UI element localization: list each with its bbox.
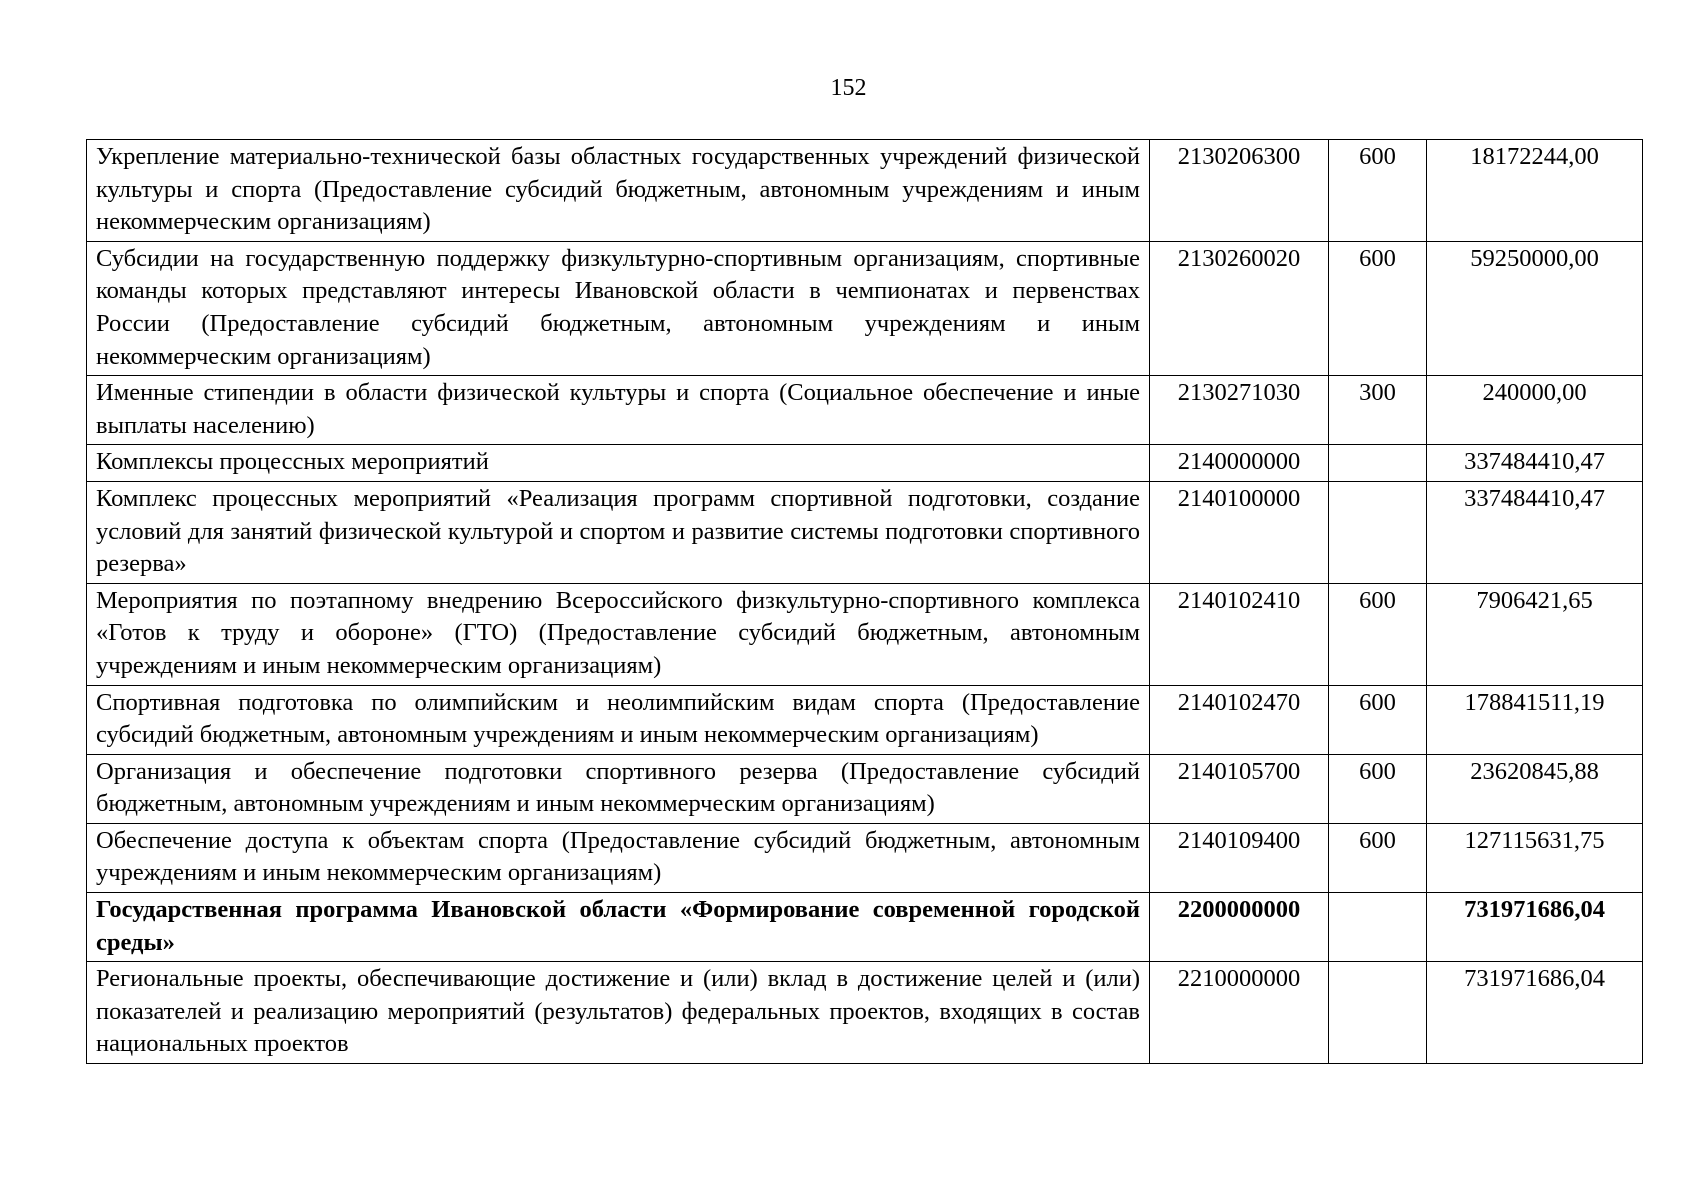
row-name-cell: Субсидии на государственную поддержку физкультурно-спортивным организациям, спортивные команды которых представляют интересы Ивановской области в чемпионатах и первенствах России (Предоставление субсидий бюджетным, автономным учреждениям и иным некоммерческим организациям) bbox=[87, 241, 1150, 375]
row-code-cell: 2200000000 bbox=[1150, 893, 1329, 962]
row-name-cell: Комплексы процессных мероприятий bbox=[87, 445, 1150, 482]
row-expense-type-cell: 600 bbox=[1329, 241, 1427, 375]
page-number: 152 bbox=[830, 75, 867, 101]
row-amount-cell: 59250000,00 bbox=[1427, 241, 1643, 375]
row-expense-type-cell bbox=[1329, 445, 1427, 482]
row-expense-type-cell: 600 bbox=[1329, 754, 1427, 823]
row-code-cell: 2140105700 bbox=[1150, 754, 1329, 823]
row-name-cell: Организация и обеспечение подготовки спортивного резерва (Предоставление субсидий бюджетным, автономным учреждениям и иным некоммерческим организациям) bbox=[87, 754, 1150, 823]
row-amount-cell: 18172244,00 bbox=[1427, 140, 1643, 242]
row-code-cell: 2130260020 bbox=[1150, 241, 1329, 375]
row-code-cell: 2140102470 bbox=[1150, 685, 1329, 754]
row-expense-type-cell bbox=[1329, 962, 1427, 1064]
row-expense-type-cell: 300 bbox=[1329, 376, 1427, 445]
table-row bbox=[87, 376, 1643, 445]
table-row bbox=[87, 481, 1643, 583]
row-name-cell: Спортивная подготовка по олимпийским и неолимпийским видам спорта (Предоставление субсидий бюджетным, автономным учреждениям и иным некоммерческим организациям) bbox=[87, 685, 1150, 754]
row-name-cell: Мероприятия по поэтапному внедрению Всероссийского физкультурно-спортивного комплекса «Готов к труду и обороне» (ГТО) (Предоставление субсидий бюджетным, автономным учреждениям и иным некоммерческим организациям) bbox=[87, 583, 1150, 685]
row-amount-cell: 7906421,65 bbox=[1427, 583, 1643, 685]
row-name-cell: Укрепление материально-технической базы областных государственных учреждений физической культуры и спорта (Предоставление субсидий бюджетным, автономным учреждениям и иным некоммерческим организациям) bbox=[87, 140, 1150, 242]
table-row bbox=[87, 445, 1643, 482]
row-expense-type-cell bbox=[1329, 481, 1427, 583]
row-code-cell: 2140000000 bbox=[1150, 445, 1329, 482]
row-code-cell: 2130271030 bbox=[1150, 376, 1329, 445]
row-amount-cell: 731971686,04 bbox=[1427, 962, 1643, 1064]
row-amount-cell: 337484410,47 bbox=[1427, 481, 1643, 583]
row-expense-type-cell bbox=[1329, 893, 1427, 962]
row-amount-cell: 23620845,88 bbox=[1427, 754, 1643, 823]
row-name-cell: Обеспечение доступа к объектам спорта (Предоставление субсидий бюджетным, автономным учреждениям и иным некоммерческим организациям) bbox=[87, 823, 1150, 892]
row-name-cell: Государственная программа Ивановской области «Формирование современной городской среды» bbox=[87, 893, 1150, 962]
row-expense-type-cell: 600 bbox=[1329, 140, 1427, 242]
table-row bbox=[87, 962, 1643, 1064]
row-amount-cell: 240000,00 bbox=[1427, 376, 1643, 445]
row-expense-type-cell: 600 bbox=[1329, 583, 1427, 685]
table-row bbox=[87, 685, 1643, 754]
row-amount-cell: 731971686,04 bbox=[1427, 893, 1643, 962]
table-row bbox=[87, 583, 1643, 685]
row-code-cell: 2140109400 bbox=[1150, 823, 1329, 892]
row-amount-cell: 337484410,47 bbox=[1427, 445, 1643, 482]
table-row bbox=[87, 241, 1643, 375]
table-row-program bbox=[87, 893, 1643, 962]
row-amount-cell: 178841511,19 bbox=[1427, 685, 1643, 754]
row-expense-type-cell: 600 bbox=[1329, 823, 1427, 892]
row-name-cell: Именные стипендии в области физической культуры и спорта (Социальное обеспечение и иные выплаты населению) bbox=[87, 376, 1150, 445]
row-name-cell: Комплекс процессных мероприятий «Реализация программ спортивной подготовки, создание условий для занятий физической культурой и спортом и развитие системы подготовки спортивного резерва» bbox=[87, 481, 1150, 583]
row-expense-type-cell: 600 bbox=[1329, 685, 1427, 754]
row-amount-cell: 127115631,75 bbox=[1427, 823, 1643, 892]
row-name-cell: Региональные проекты, обеспечивающие достижение и (или) вклад в достижение целей и (или) показателей и реализацию мероприятий (результатов) федеральных проектов, входящих в состав национальных проектов bbox=[87, 962, 1150, 1064]
row-code-cell: 2140102410 bbox=[1150, 583, 1329, 685]
row-code-cell: 2210000000 bbox=[1150, 962, 1329, 1064]
table-row bbox=[87, 754, 1643, 823]
row-code-cell: 2130206300 bbox=[1150, 140, 1329, 242]
budget-table-body bbox=[87, 140, 1643, 1064]
budget-table bbox=[86, 139, 1643, 1064]
table-row bbox=[87, 823, 1643, 892]
table-row bbox=[87, 140, 1643, 242]
row-code-cell: 2140100000 bbox=[1150, 481, 1329, 583]
